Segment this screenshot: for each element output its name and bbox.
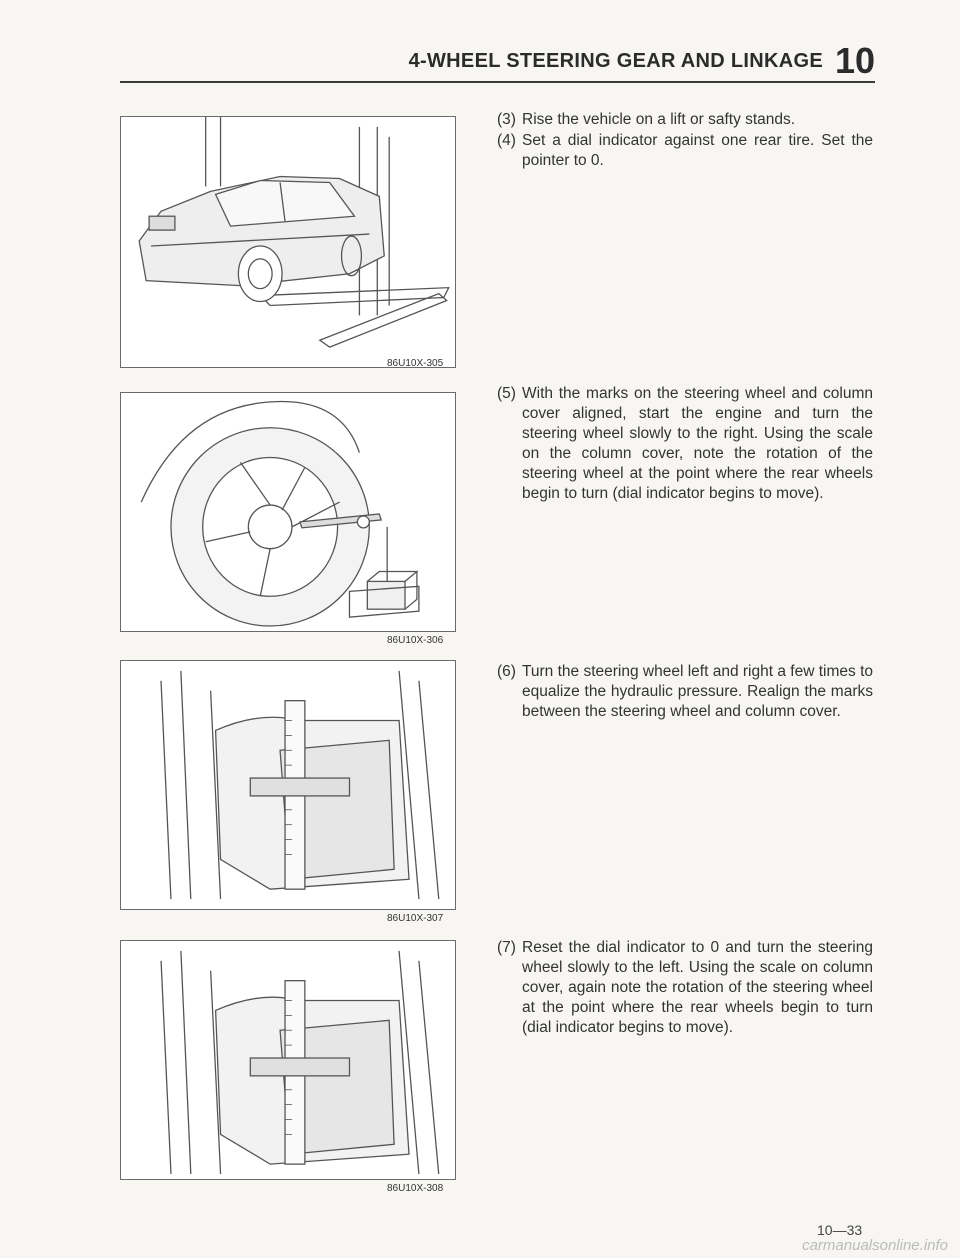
step-number: (3) [497, 111, 516, 128]
figure-code: 86U10X-308 [387, 1183, 444, 1194]
step-5 [497, 384, 873, 504]
step-number: (6) [497, 663, 516, 680]
step-6 [497, 662, 873, 722]
figure-dial-indicator [120, 392, 456, 632]
step-text: Turn the steering wheel left and right a few times to equalize the hydraulic pressure. Realign the marks between the steering wheel and column cover. [522, 663, 873, 720]
column-scale-left-illustration [121, 941, 455, 1179]
step-number: (5) [497, 385, 516, 402]
figure-vehicle-on-lift [120, 116, 456, 368]
header-rule [120, 81, 875, 83]
column-scale-illustration [121, 661, 455, 909]
section-title: 4-WHEEL STEERING GEAR AND LINKAGE [408, 50, 823, 72]
step-text: Reset the dial indicator to 0 and turn the steering wheel slowly to the left. Using the scale on column cover, again note the rotation of the steering wheel at the point where the rear wheels begin to turn (dial indicator begins to move). [522, 939, 873, 1036]
section-number: 10 [834, 40, 875, 81]
watermark: carmanualsonline.info [802, 1237, 948, 1254]
figure-code: 86U10X-307 [387, 913, 444, 924]
step-number: (7) [497, 939, 516, 956]
step-number: (4) [497, 132, 516, 149]
step-text: Rise the vehicle on a lift or safty stands. [522, 111, 796, 128]
figure-column-scale-left [120, 940, 456, 1180]
page-number: 10—33 [817, 1222, 863, 1238]
step-3 [497, 110, 873, 130]
page-header [120, 40, 875, 84]
dial-indicator-illustration [121, 393, 455, 631]
figure-column-scale [120, 660, 456, 910]
step-7 [497, 938, 873, 1038]
figure-code: 86U10X-305 [387, 358, 444, 369]
figure-code: 86U10X-306 [387, 635, 444, 646]
step-4 [497, 131, 873, 171]
step-text: Set a dial indicator against one rear tire. Set the pointer to 0. [522, 132, 873, 169]
step-text: With the marks on the steering wheel and column cover aligned, start the engine and turn the steering wheel slowly to the right. Using the scale on the column cover, note the rotation of the steering wheel at the point where the rear wheels begin to turn (dial indicator begins to move). [522, 385, 873, 502]
vehicle-on-lift-illustration [121, 117, 455, 367]
